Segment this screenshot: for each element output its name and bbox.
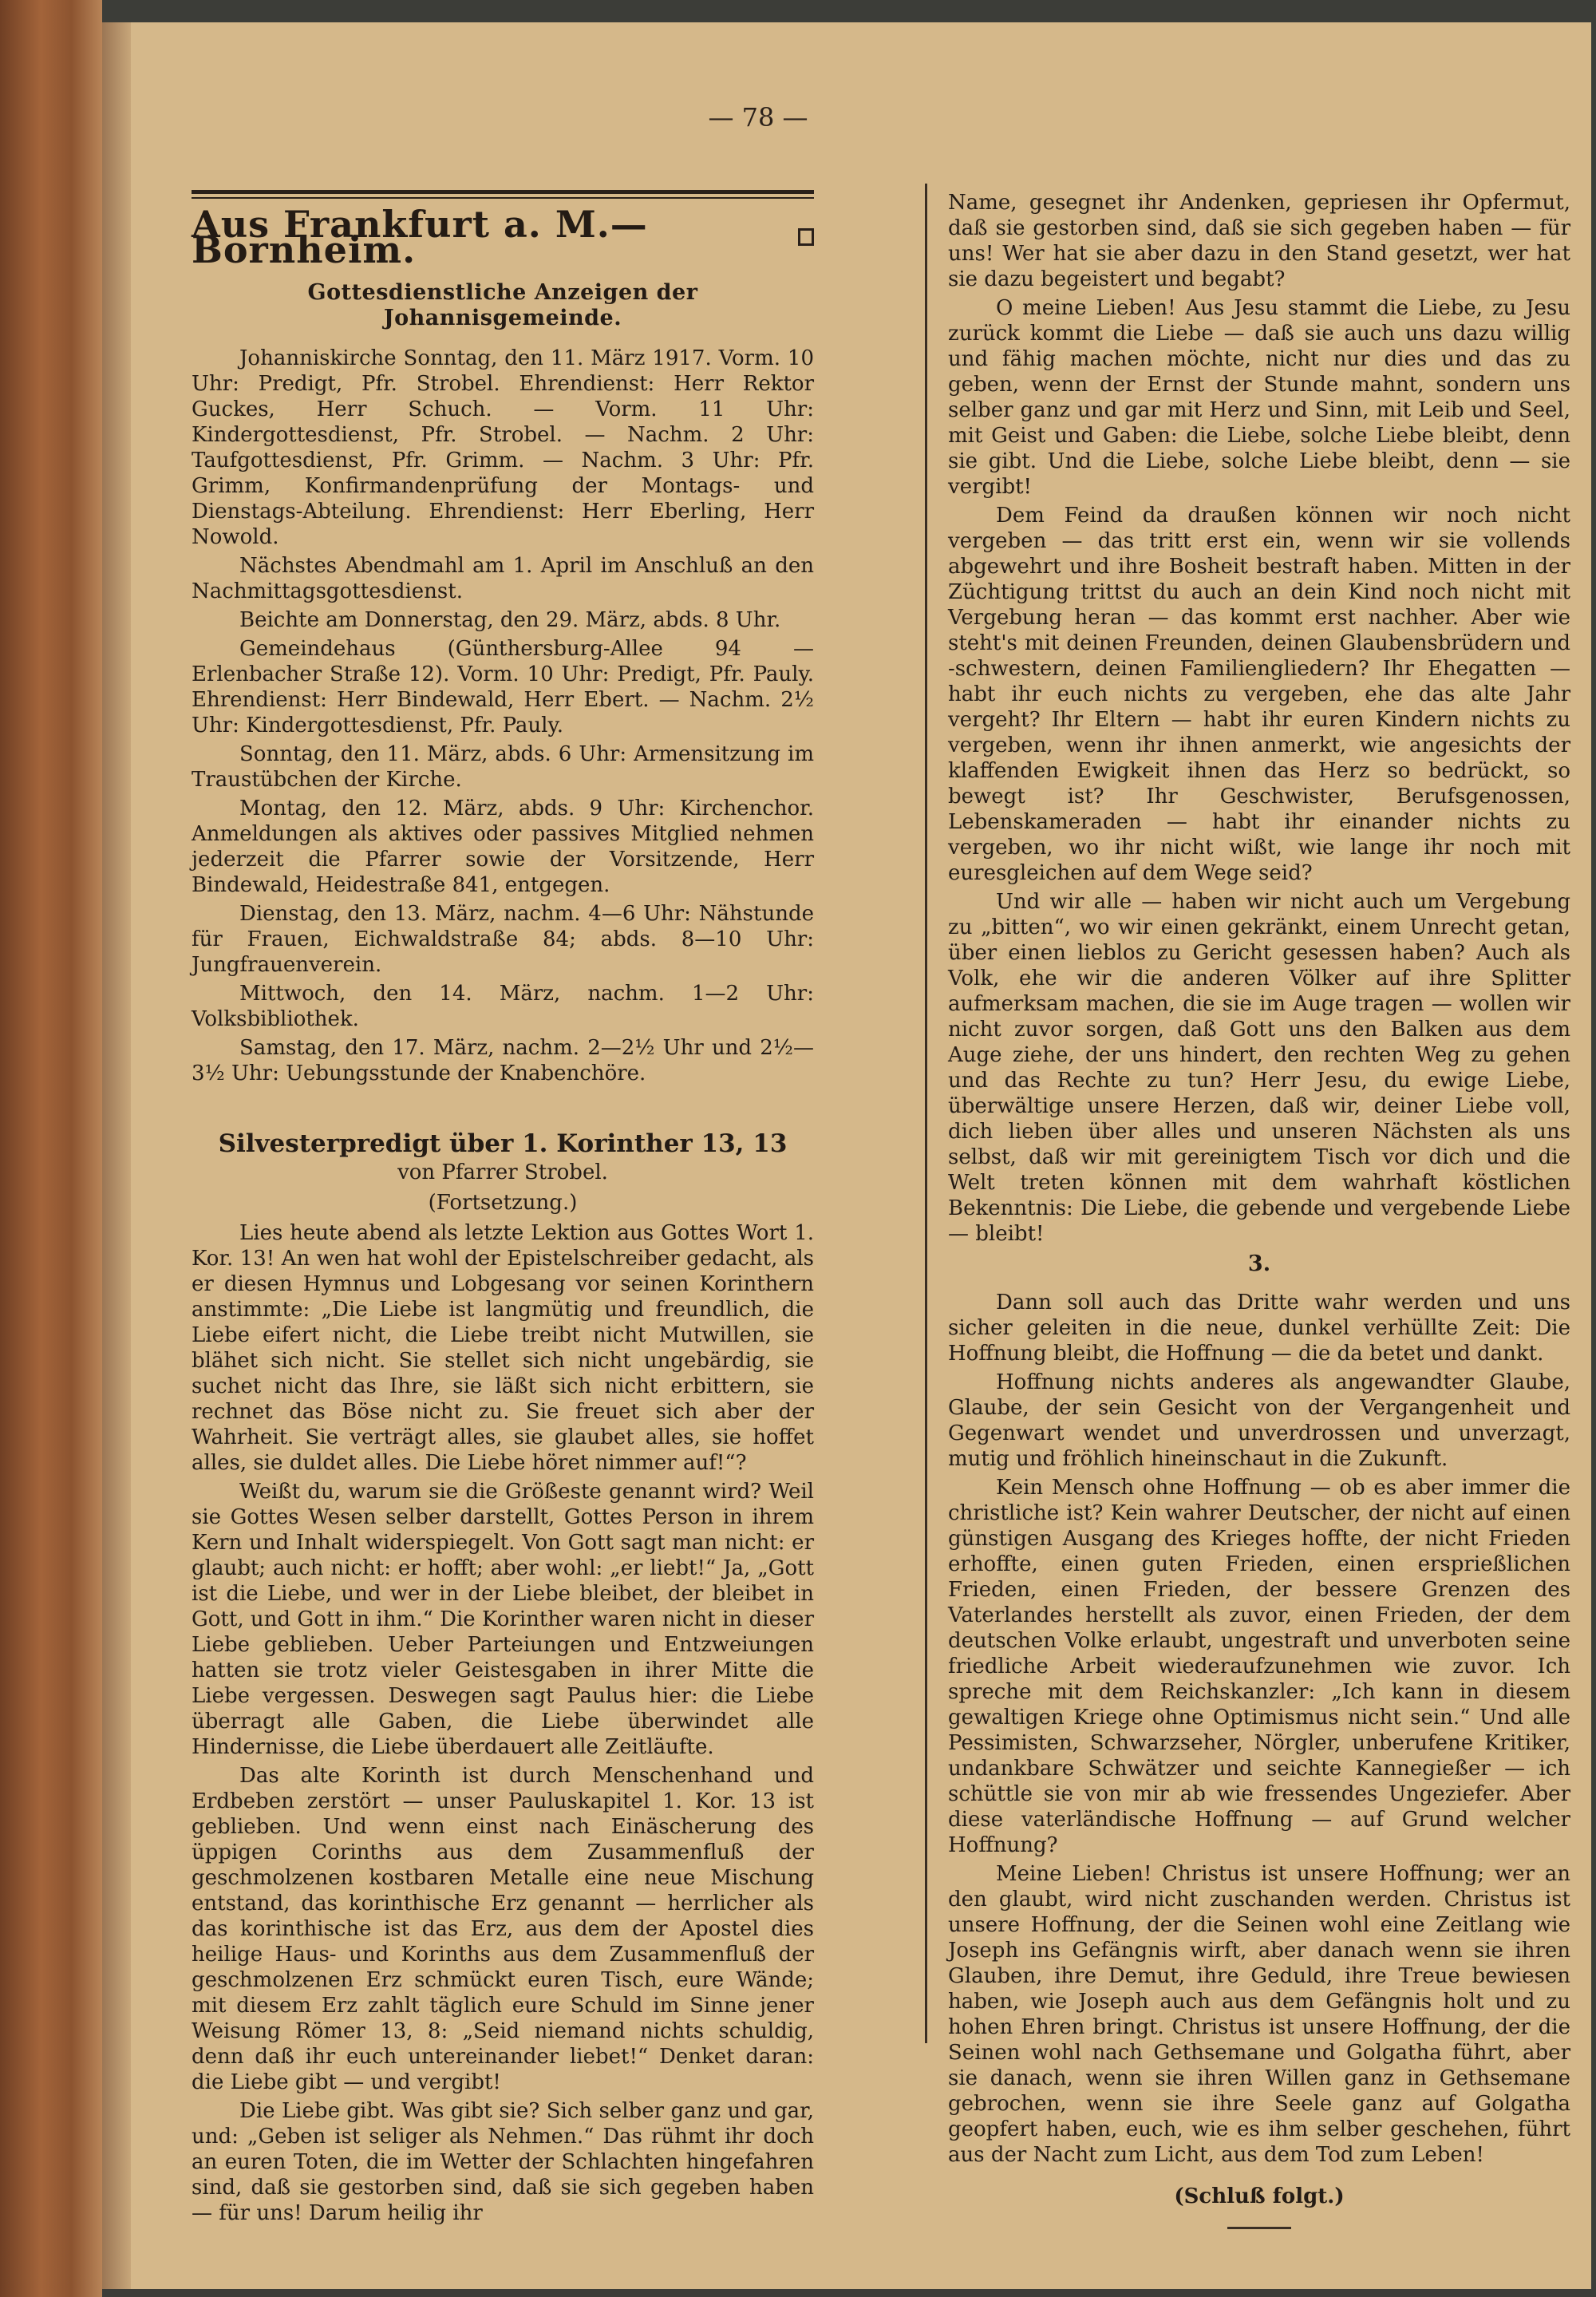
announcement-paragraph: Mittwoch, den 14. März, nachm. 1—2 Uhr: Volksbibliothek.	[192, 982, 814, 1031]
sermon-paragraph: Name, gesegnet ihr Andenken, gepriesen ihr Opfermut, daß sie gestorben sind, daß sie sich gegeben haben — für uns! Wer hat sie aber dazu in den Stand gesetzt, wer hat sie dazu begeistert und begabt?	[948, 191, 1570, 291]
announcements-heading: Gottesdienstliche Anzeigen der Johannisgemeinde.	[307, 280, 698, 330]
sermon-paragraph: Kein Mensch ohne Hoffnung — ob es aber immer die christliche ist? Kein wahrer Deutscher, der nicht auf einen günstigen Ausgang des Krieges hoffte, der nicht Frieden erhoffte, einen guten Frieden, einen ersprießlichen Frieden, einen Frieden, der bessere Grenzen des Vaterlandes herstellt als zuvor, einen Frieden, der dem deutschen Volke erlaubt, ungestraft und unverboten seine friedliche Arbeit wiederaufzunehmen wie zuvor. Ich spreche mit dem Reichskanzler: „Ich kann in diesem gewaltigen Kriege ohne Optimismus nicht sein.“ Und alle Pessimisten, Schwarzseher, Nörgler, unberufene Kritiker, undankbare Schwätzer und seichte Kannegießer — ich schüttle sie von mir ab wie fressendes Ungeziefer. Aber diese vaterländische Hoffnung — auf Grund welcher Hoffnung?	[948, 1476, 1570, 1857]
sermon-paragraph: Meine Lieben! Christus ist unsere Hoffnung; wer an den glaubt, wird nicht zuschanden werden. Christus ist unsere Hoffnung, der die Seinen wohl eine Zeitlang wie Joseph ins Gefängnis wirft, aber danach wenn sie ihren Glauben, ihre Demut, ihre Geduld, ihre Treue bewiesen haben, wie Joseph auch aus dem Gefängnis holt und zu hohen Ehren bringt. Christus ist unsere Hoffnung, der die Seinen wohl nach Gethsemane und Golgatha führt, aber sie danach, wenn sie ihren Willen ganz in Gethsemane gebrochen, wenn sie ihre Seele ganz auf Golgatha geopfert haben, euch, wie es ihm selber geschehen, führt aus der Nacht zum Licht, aus dem Tod zum Leben!	[948, 1862, 1570, 2167]
right-column	[948, 190, 1570, 2229]
sermon-paragraph: Die Liebe gibt. Was gibt sie? Sich selber ganz und gar, und: „Geben ist seliger als Nehmen.“ Das rühmt ihr doch an euren Toten, die im Wetter der Schlachten hingefahren sind, daß sie gestorben sind, daß sie sich gegeben haben — für uns! Darum heilig ihr	[192, 2099, 814, 2225]
section-title-text: Aus Frankfurt a. M.—Bornheim.	[192, 203, 648, 271]
announcement-paragraph: Nächstes Abendmahl am 1. April im Anschluß an den Nachmittagsgottesdienst.	[192, 554, 814, 603]
sermon-paragraph: Weißt du, warum sie die Größeste genannt wird? Weil sie Gottes Wesen selber darstellt, Gottes Person in ihrem Kern und Inhalt widerspiegelt. Von Gott sagt man nicht: er glaubt; auch nicht: er hofft; aber wohl: „er liebt!“ Ja, „Gott ist die Liebe, und wer in der Liebe bleibet, der bleibet in Gott, und Gott in ihm.“ Die Korinther waren nicht in dieser Liebe geblieben. Ueber Parteiungen und Entzweiungen hatten sie trotz vieler Geistesgaben in ihrer Mitte die Liebe vergessen. Deswegen sagt Paulus hier: die Liebe überragt alle Gaben, die Liebe überwindet alle Hindernisse, die Liebe überdauert alle Zeitläufte.	[192, 1480, 814, 1759]
page-number: — 78 —	[708, 102, 808, 132]
announcement-paragraph: Sonntag, den 11. März, abds. 6 Uhr: Armensitzung im Traustübchen der Kirche.	[192, 742, 814, 792]
sermon-author: von Pfarrer Strobel.	[397, 1160, 608, 1184]
section-title	[192, 203, 814, 271]
sermon-paragraph: Das alte Korinth ist durch Menschenhand und Erdbeben zerstört — unser Pauluskapitel 1. Kor. 13 ist geblieben. Und wenn einst nach Einäscherung des üppigen Corinths aus dem Zusammenfluß der geschmolzenen kostbaren Metalle eine neue Mischung entstand, das korinthische Erz genannt — herrlicher als das korinthische ist das Erz, aus dem der Apostel dies heilige Haus- und Korinths aus dem Zusammenfluß der geschmolzenen Erz schmückt euren Tisch, eure Wände; mit diesem Erz zahlt täglich eure Schuld im Sinne jener Weisung Römer 13, 8: „Seid niemand nichts schuldig, denn daß ihr euch untereinander liebet!“ Denket daran: die Liebe gibt — und vergibt!	[192, 1764, 814, 2094]
left-column	[192, 190, 814, 2229]
sermon-paragraph: Und wir alle — haben wir nicht auch um Vergebung zu „bitten“, wo wir einen gekränkt, einem Unrecht getan, über einen lieblos zu Gericht gesessen haben? Auch als Volk, ehe wir die anderen Völker auf ihre Splitter aufmerksam machen, die sie im Auge tragen — wollen wir nicht zuvor sorgen, daß Gott uns den Balken aus dem Auge ziehe, der uns hindert, den rechten Weg zu gehen und das Rechte zu tun? Herr Jesu, du ewige Liebe, überwältige unsere Herzen, daß wir, deiner Liebe voll, dich lieben über alles und unseren Nächsten als uns selbst, daß wir mit gereinigtem Tisch vor dich und die Welt treten können mit dem wahrhaft köstlichen Bekenntnis: Die Liebe, die gebende und vergebende Liebe — bleibt!	[948, 890, 1570, 1246]
sermon-paragraph: O meine Lieben! Aus Jesu stammt die Liebe, zu Jesu zurück kommt die Liebe — daß sie auch uns dazu willig und fähig machen möchte, nicht nur dies und das zu geben, wenn der Ernst der Stunde mahnt, sondern uns selber ganz und gar mit Herz und Sinn, mit Leib und Seel, mit Geist und Gaben: die Liebe, solche Liebe bleibt, denn sie gibt. Und die Liebe, solche Liebe bleibt, denn — sie vergibt!	[948, 296, 1570, 499]
section-number: 3.	[1247, 1251, 1271, 1276]
sermon-paragraph: Dann soll auch das Dritte wahr werden und uns sicher geleiten in die neue, dunkel verhüllte Zeit: Die Hoffnung bleibt, die Hoffnung — die da betet und dankt.	[948, 1291, 1570, 1366]
announcement-paragraph: Johanniskirche Sonntag, den 11. März 1917. Vorm. 10 Uhr: Predigt, Pfr. Strobel. Ehrendienst: Herr Rektor Guckes, Herr Schuch. — Vorm. 11 Uhr: Kindergottesdienst, Pfr. Strobel. — Nachm. 2 Uhr: Taufgottesdienst, Pfr. Grimm. — Nachm. 3 Uhr: Pfr. Grimm, Konfirmandenprüfung der Montags- und Dienstags-Abteilung. Ehrendienst: Herr Eberling, Herr Nowold.	[192, 346, 814, 549]
page-gutter	[102, 22, 131, 2289]
sermon-paragraph: Dem Feind da draußen können wir noch nicht vergeben — das tritt erst ein, wenn wir sie vollends abgewehrt und ihre Bosheit bestraft haben. Mitten in der Züchtigung trittst du auch an dein Kind noch nicht mit Vergebung heran — das kommt erst nachher. Aber wie steht's mit deinen Freunden, deinen Glaubensbrüdern und -schwestern, deinen Familiengliedern? Ihr Ehegatten — habt ihr euch nichts zu vergeben, ehe das alte Jahr vergeht? Ihr Eltern — habt ihr euren Kindern nichts zu vergeben, wenn ihr ihnen anmerkt, wie angesichts der klaffenden Ewigkeit ihnen das Herz so bedrückt, so bewegt ist? Ihr Geschwister, Berufsgenossen, Lebenskameraden — habt ihr einander nichts zu vergeben, wo ihr nicht wißt, wie lange ihr noch mit euresgleichen auf dem Wege seid?	[948, 504, 1570, 885]
square-icon	[798, 228, 814, 246]
announcement-paragraph: Beichte am Donnerstag, den 29. März, abds. 8 Uhr.	[239, 608, 781, 632]
book-edge	[0, 0, 102, 2297]
heading-rule	[192, 190, 814, 199]
announcement-paragraph: Dienstag, den 13. März, nachm. 4—6 Uhr: Nähstunde für Frauen, Eichwaldstraße 84; abds. 8—10 Uhr: Jungfrauenverein.	[192, 902, 814, 977]
sermon-paragraph: Hoffnung nichts anderes als angewandter Glaube, Glaube, der sein Gesicht von der Vergangenheit und Gegenwart wendet und unverdrossen und unverzagt, mutig und fröhlich hineinschaut in die Zukunft.	[948, 1370, 1570, 1471]
sermon-paragraph: Lies heute abend als letzte Lektion aus Gottes Wort 1. Kor. 13! An wen hat wohl der Epistelschreiber gedacht, als er diesen Hymnus und Lobgesang vor seinen Korinthern anstimmte: „Die Liebe ist langmütig und freundlich, die Liebe eifert nicht, die Liebe treibt nicht Mutwillen, sie blähet sich nicht. Sie stellet sich nicht ungebärdig, sie suchet nicht das Ihre, sie läßt sich nicht erbittern, sie rechnet das Böse nicht zu. Sie freuet sich aber der Wahrheit. Sie verträgt alles, sie glaubet alles, sie hoffet alles, sie duldet alles. Die Liebe höret nimmer auf!“?	[192, 1221, 814, 1475]
continued-note: (Schluß folgt.)	[1174, 2184, 1345, 2208]
announcement-paragraph: Montag, den 12. März, abds. 9 Uhr: Kirchenchor. Anmeldungen als aktives oder passives Mitglied nehmen jederzeit die Pfarrer sowie der Vorsitzende, Herr Bindewald, Heidestraße 841, entgegen.	[192, 797, 814, 897]
column-divider	[925, 184, 927, 2043]
announcement-paragraph: Samstag, den 17. März, nachm. 2—2½ Uhr und 2½—3½ Uhr: Uebungsstunde der Knabenchöre.	[192, 1036, 814, 1085]
end-rule	[1227, 2227, 1291, 2229]
announcement-paragraph: Gemeindehaus (Günthersburg-Allee 94 — Erlenbacher Straße 12). Vorm. 10 Uhr: Predigt, Pfr. Pauly. Ehrendienst: Herr Bindewald, Herr Ebert. — Nachm. 2½ Uhr: Kindergottesdienst, Pfr. Pauly.	[192, 637, 814, 737]
sermon-continuation: (Fortsetzung.)	[428, 1191, 578, 1215]
sermon-title: Silvesterpredigt über 1. Korinther 13, 13	[218, 1129, 788, 1158]
